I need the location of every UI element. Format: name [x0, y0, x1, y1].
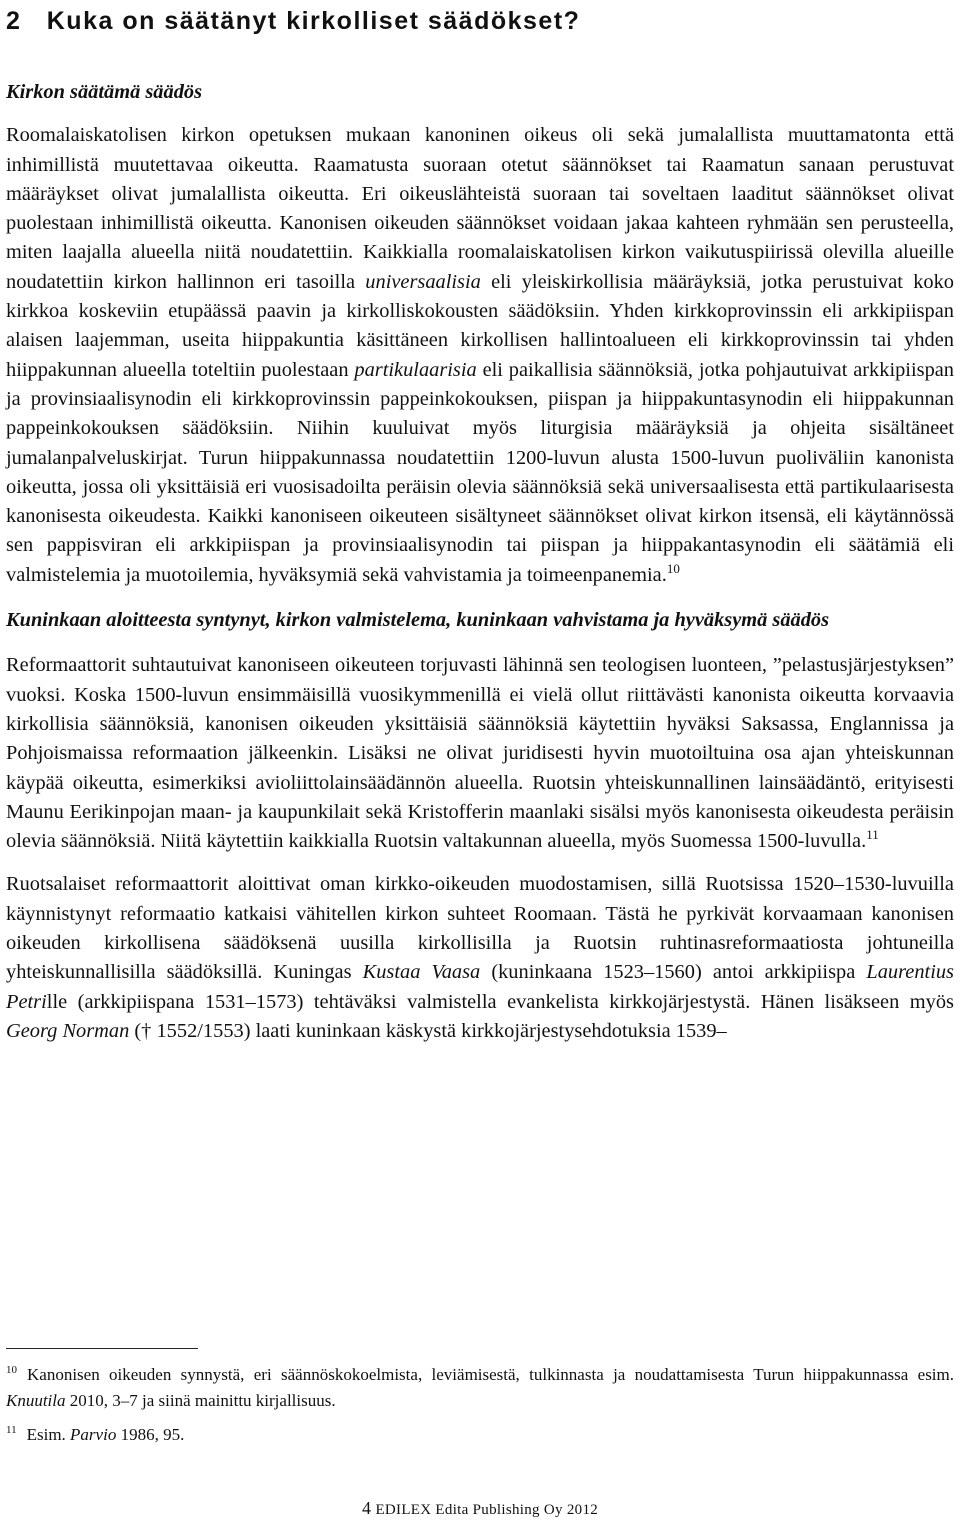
page-footer [0, 1496, 960, 1522]
footnote-number: 10 [6, 1364, 17, 1376]
emphasis-name: Georg Norman [6, 1019, 130, 1042]
paragraph-text: lle (arkkipiispana 1531–1573) tehtäväksi valmistella evankelista kirkkojärjestystä. Hänen lisäkseen myös [46, 990, 954, 1013]
subheading-royal-enacted: Kuninkaan aloitteesta syntynyt, kirkon valmistelema, kuninkaan vahvistama ja hyväksymä säädös [6, 609, 830, 632]
footnote-separator [6, 1348, 198, 1349]
paragraph-text: Roomalaiskatolisen kirkon opetuksen mukaan kanoninen oikeus oli sekä jumalallista muuttamatonta että inhimillistä muutettavaa oikeutta. Raamatusta suoraan otetut säännökset tai Raamatun sanaan perustuvat määräykset olivat jumalallista oikeutta. Eri oikeuslähteistä suoraan tai soveltaen laaditut säännökset olivat puolestaan inhimillistä oikeutta. Kanonisen oikeuden säännökset voidaan jakaa kahteen ryhmään sen perusteella, miten laajalla alueella niitä noudatettiin. Kaikkialla roomalaiskatolisen kirkon vaikutuspiirissä olevilla alueille noudatettiin kirkon hallinnon eri tasoilla [6, 124, 954, 293]
paragraph-swedish-reformers [6, 870, 954, 1046]
footnote-ref-11[interactable]: 11 [866, 827, 879, 843]
paragraph-text: eli yleiskirkollisia määräyksiä, jotka perustuivat koko kirkkoa koskeviin etupäässä paavin ja kirkolliskokousten säädöksiin. Yhden kirkkoprovinssin eli arkkipiispan alaisen laajemman, useita hiippakuntia käsittäneen kirkollisen hallintoalueen eli kirkkoprovinssin tai yhden hiippakunnan alueella toteltiin puolestaan [6, 270, 954, 381]
paragraph-text: eli paikallisia säännöksiä, jotka pohjautuivat arkkipiispan ja provinsiaalisynodin eli kirkkoprovinssin pappeinkokouksen, piispan ja hiippakuntasynodin eli hiippakunnan pappeinkokouksen säädöksiin. Niihin kuuluivat myös liturgisia määräyksiä ja ohjeita sisältäneet jumalanpalveluskirjat. Turun hiippakunnassa noudatettiin 1200-luvun alusta 1500-luvun puoliväliin kanonista oikeutta, jossa oli yksittäisiä eri vuosisadoilta peräisin olevia säännöksiä sekä universaalisesta että partikulaarisesta kanonisesta oikeudesta. Kaikki kanoniseen oikeuteen sisältyneet säännökset olivat kirkon itsensä, eli käytännössä sen pappisviran eli arkkipiispan ja provinsiaalisynodin tai piispan ja hiippakantasynodin eli säätämiä eli valmistelemia ja muotoilemia, hyväksymiä sekä vahvistamia ja toimeenpanemia. [6, 358, 955, 586]
paragraph-text: († 1552/1553) laati kuninkaan käskystä kirkkojärjestysehdotuksia 1539– [129, 1019, 727, 1042]
emphasis-term: universaalisia [365, 270, 481, 293]
footnotes [6, 1362, 954, 1456]
footnote-text: 2010, 3–7 ja siinä mainittu kirjallisuus. [65, 1391, 336, 1410]
footnote-ref-10[interactable]: 10 [666, 560, 680, 576]
footnote-text: Esim. [26, 1425, 71, 1444]
section-title: Kuka on säätänyt kirkolliset säädökset? [46, 7, 581, 35]
paragraph-text: (kuninkaana 1523–1560) antoi arkkipiispa [480, 961, 867, 984]
footnote-10 [6, 1362, 954, 1414]
subheading-church-enacted: Kirkon säätämä säädös [6, 81, 203, 103]
footnote-text: 1986, 95. [116, 1425, 185, 1444]
section-heading [6, 0, 954, 38]
emphasis-name: Kustaa Vaasa [362, 961, 481, 984]
paragraph-canon-law [6, 121, 954, 590]
paragraph-reformers [6, 651, 954, 856]
publisher-credit: EDILEX Edita Publishing Oy 2012 [375, 1502, 599, 1518]
section-number: 2 [6, 7, 22, 35]
page-number: 4 [361, 1498, 371, 1518]
footnote-text: Kanonisen oikeuden synnystä, eri säännöskokoelmista, leviämisestä, tulkinnasta ja noudattamisesta Turun hiippakunnassa esim. [27, 1365, 954, 1384]
emphasis-name: Laurentius Petri [6, 961, 954, 1013]
footnote-number: 11 [6, 1424, 17, 1436]
emphasis-term: partikulaarisia [354, 358, 477, 381]
footnote-11 [6, 1422, 954, 1448]
footnote-author: Parvio [70, 1425, 117, 1444]
paragraph-text: Reformaattorit suhtautuivat kanoniseen oikeuteen torjuvasti lähinnä sen teologisen luonteen, ”pelastusjärjestyksen” vuoksi. Koska 1500-luvun ensimmäisillä vuosikymmenillä ei vielä ollut riittävästi kanonista oikeutta korvaavia kirkollisia säännöksiä, kanonisen oikeuden yksittäisiä säännöksiä käytettiin hyväksi Saksassa, Englannissa ja Pohjoismaissa reformaation jälkeenkin. Lisäksi ne olivat juridisesti hyvin muotoiltuina osa ajan yhteiskunnan käypää oikeutta, esimerkiksi avioliittolainsäädännön alueella. Ruotsin yhteiskunnallinen lainsäädäntö, erityisesti Maunu Eerikinpojan maan- ja kaupunkilait sekä Kristofferin maanlaki sisälsi myös kanonisesta oikeudesta peräisin olevia säännöksiä. Niitä käytettiin kaikkialla Ruotsin valtakunnan alueella, myös Suomessa 1500-luvulla. [6, 654, 954, 853]
footnote-author: Knuutila [6, 1391, 66, 1410]
main-content [6, 0, 954, 1046]
paragraph-text: Ruotsalaiset reformaattorit aloittivat oman kirkko-oikeuden muodostamisen, sillä Ruotsissa 1520–1530-luvuilla käynnistynyt reformaatio katkaisi vähitellen kirkon suhteet Roomaan. Tästä he pyrkivät korvaamaan kanonisen oikeuden kirkollisena säädöksenä uusilla kirkollisilla ja Ruotsin ruhtinasreformaatiosta johtuneilla yhteiskunnallisilla säädöksillä. Kuningas [6, 873, 954, 984]
